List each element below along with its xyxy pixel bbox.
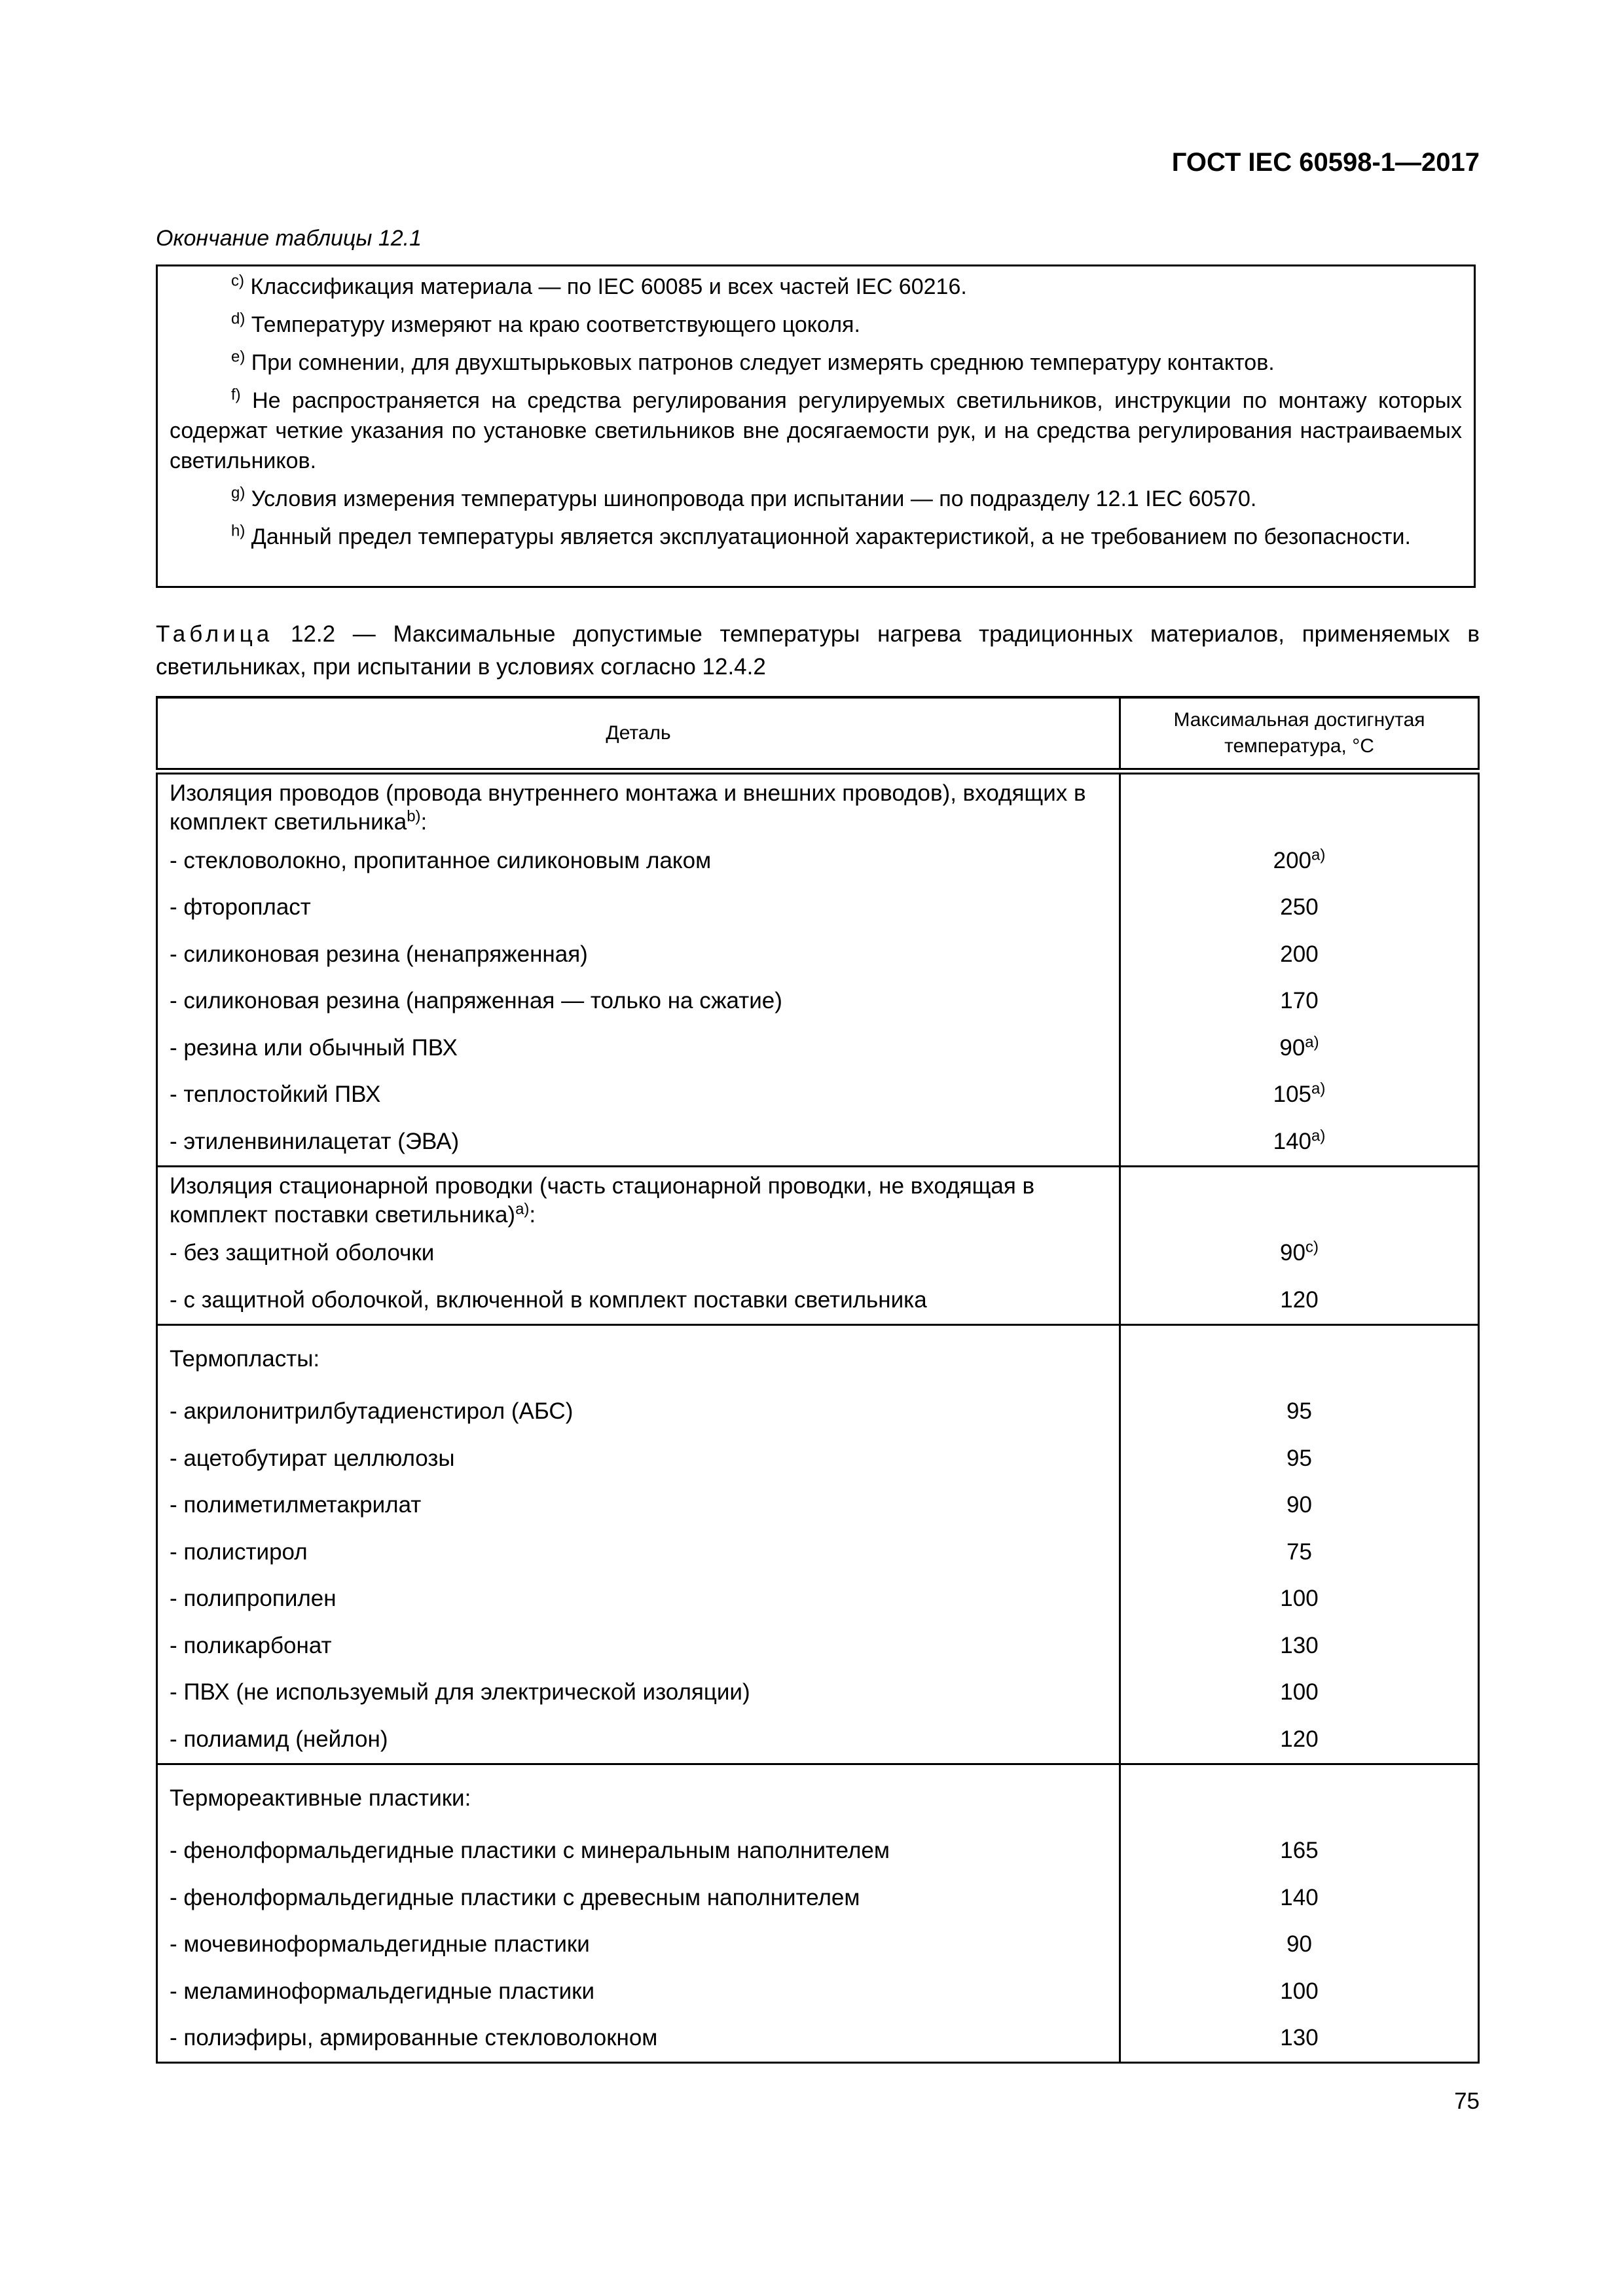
temperature-cell — [1120, 884, 1479, 932]
footnote — [170, 386, 1462, 476]
temperature-value: 90 — [1286, 1492, 1312, 1518]
table-row — [157, 1025, 1479, 1072]
temperature-cell — [1120, 1529, 1479, 1576]
group-title — [157, 1764, 1120, 1828]
temperature-cell — [1120, 1828, 1479, 1875]
temperature-cell — [1120, 1576, 1479, 1623]
table-row — [157, 1435, 1479, 1482]
table-row — [157, 1716, 1479, 1764]
material-cell: - полистирол — [157, 1529, 1120, 1576]
material-cell: - силиконовая резина (ненапряженная) — [157, 931, 1120, 978]
temperature-footnote-ref: a) — [1311, 846, 1326, 864]
material-cell: - стекловолокно, пропитанное силиконовым лаком — [157, 837, 1120, 884]
table-row — [157, 1968, 1479, 2015]
table-row — [157, 1072, 1479, 1119]
group-title — [157, 1166, 1120, 1230]
material-cell: - фенолформальдегидные пластики с древесным наполнителем — [157, 1874, 1120, 1922]
temperature-cell — [1120, 1435, 1479, 1482]
table-row — [157, 1922, 1479, 1969]
temperature-cell — [1120, 1482, 1479, 1529]
table-row — [157, 2015, 1479, 2063]
footnote — [170, 484, 1462, 514]
group-title-text: Термореактивные пластики: — [170, 1785, 471, 1811]
temperature-value: 130 — [1280, 2025, 1319, 2051]
temperature-cell — [1120, 1922, 1479, 1969]
group-title-colon: : — [420, 809, 428, 835]
temperature-value: 90 — [1280, 1240, 1305, 1266]
material-cell: - фторопласт — [157, 884, 1120, 932]
group-title-row — [157, 1324, 1479, 1389]
temperature-cell — [1120, 1716, 1479, 1764]
material-cell: - ПВХ (не используемый для электрической изоляции) — [157, 1669, 1120, 1717]
temperature-cell — [1120, 1622, 1479, 1669]
footnote-mark: f) — [231, 386, 241, 404]
material-cell: - поликарбонат — [157, 1622, 1120, 1669]
table-caption-text: 12.2 — Максимальные допустимые температуры нагрева традиционных материалов, применяемых в светильниках, при испытании в условиях согласно 12.4.2 — [156, 621, 1480, 680]
table-row — [157, 1389, 1479, 1436]
temperature-cell — [1120, 931, 1479, 978]
material-cell: - ацетобутират целлюлозы — [157, 1435, 1120, 1482]
temperature-footnote-ref: a) — [1305, 1033, 1319, 1051]
group-title-row — [157, 1764, 1479, 1828]
temperature-cell — [1120, 1968, 1479, 2015]
temperature-value: 105 — [1273, 1082, 1312, 1108]
table-row — [157, 1828, 1479, 1875]
footnote-text: Данный предел температуры является эксплуатационной характеристикой, а не требованием по безопасности. — [251, 524, 1411, 549]
material-cell: - акрилонитрилбутадиенстирол (АБС) — [157, 1389, 1120, 1436]
temperature-value: 120 — [1280, 1726, 1319, 1752]
material-cell: - с защитной оболочкой, включенной в комплект поставки светильника — [157, 1277, 1120, 1324]
empty-value-cell — [1120, 1324, 1479, 1389]
table-row — [157, 931, 1479, 978]
footnote-text: При сомнении, для двухштырьковых патронов следует измерять среднюю температуру контактов. — [251, 350, 1275, 375]
group-title-colon: : — [529, 1201, 536, 1228]
temperature-value: 90 — [1286, 1931, 1312, 1958]
continuation-label: Окончание таблицы 12.1 — [156, 226, 422, 251]
temperature-value: 90 — [1279, 1034, 1305, 1061]
temperature-footnote-ref: a) — [1311, 1127, 1326, 1145]
group-title-text: Термопласты: — [170, 1345, 320, 1372]
material-cell: - силиконовая резина (напряженная — только на сжатие) — [157, 978, 1120, 1025]
table-row — [157, 1529, 1479, 1576]
material-cell: - полиамид (нейлон) — [157, 1716, 1120, 1764]
temperature-cell — [1120, 837, 1479, 884]
temperature-value: 95 — [1286, 1445, 1312, 1471]
material-cell: - меламиноформальдегидные пластики — [157, 1968, 1120, 2015]
footnote-mark: h) — [231, 522, 246, 540]
temperature-cell — [1120, 978, 1479, 1025]
temperature-value: 200 — [1273, 847, 1312, 873]
table-row — [157, 1576, 1479, 1623]
temperature-cell — [1120, 1230, 1479, 1277]
group-title-text: Изоляция проводов (провода внутреннего монтажа и внешних проводов), входящих в комплект светильника — [170, 780, 1086, 835]
group-title-footnote-ref: b) — [407, 807, 421, 826]
footnotes-box — [156, 264, 1476, 588]
footnote — [170, 272, 1462, 302]
table-row — [157, 884, 1479, 932]
temperature-value: 100 — [1280, 1586, 1319, 1612]
temperature-value: 130 — [1280, 1632, 1319, 1658]
empty-value-cell — [1120, 1166, 1479, 1230]
footnote-mark: c) — [231, 272, 244, 290]
footnote — [170, 348, 1462, 378]
material-cell: - этиленвинилацетат (ЭВА) — [157, 1118, 1120, 1166]
temperature-value: 100 — [1280, 1679, 1319, 1705]
temperature-value: 120 — [1280, 1286, 1319, 1313]
temperature-value: 165 — [1280, 1838, 1319, 1864]
temperature-cell — [1120, 1389, 1479, 1436]
footnote-text: Температуру измеряют на краю соответствующего цоколя. — [251, 312, 860, 337]
temperature-value: 250 — [1280, 894, 1319, 920]
table-caption — [156, 618, 1480, 683]
material-cell: - мочевиноформальдегидные пластики — [157, 1922, 1120, 1969]
table-caption-prefix: Таблица — [156, 621, 274, 647]
table-row — [157, 1230, 1479, 1277]
material-cell: - полипропилен — [157, 1576, 1120, 1623]
temperature-value: 75 — [1286, 1539, 1312, 1565]
footnote-mark: g) — [231, 484, 246, 502]
footnote — [170, 310, 1462, 340]
page-number: 75 — [1454, 2088, 1480, 2114]
empty-value-cell — [1120, 1764, 1479, 1828]
empty-value-cell — [1120, 771, 1479, 837]
temperature-footnote-ref: c) — [1305, 1238, 1319, 1256]
group-title — [157, 771, 1120, 837]
temperature-value: 100 — [1280, 1978, 1319, 2004]
footnote-mark: e) — [231, 348, 246, 366]
temperature-value: 140 — [1273, 1128, 1312, 1154]
temperature-table — [156, 696, 1480, 2064]
material-cell: - резина или обычный ПВХ — [157, 1025, 1120, 1072]
table-row — [157, 1622, 1479, 1669]
column-header-part: Деталь — [157, 697, 1120, 771]
temperature-cell — [1120, 1025, 1479, 1072]
group-title-text: Изоляция стационарной проводки (часть стационарной проводки, не входящая в комплект поставки светильника) — [170, 1173, 1035, 1228]
temperature-cell — [1120, 1874, 1479, 1922]
temperature-cell — [1120, 2015, 1479, 2063]
material-cell: - полиэфиры, армированные стекловолокном — [157, 2015, 1120, 2063]
temperature-cell — [1120, 1118, 1479, 1166]
document-id-header: ГОСТ IEC 60598-1—2017 — [1171, 148, 1480, 177]
temperature-value: 200 — [1280, 941, 1319, 967]
material-cell: - теплостойкий ПВХ — [157, 1072, 1120, 1119]
table-row — [157, 1669, 1479, 1717]
group-title-row — [157, 771, 1479, 837]
temperature-cell — [1120, 1669, 1479, 1717]
footnote — [170, 522, 1462, 552]
temperature-value: 170 — [1280, 988, 1319, 1014]
table-row — [157, 1874, 1479, 1922]
temperature-cell — [1120, 1277, 1479, 1324]
footnote-text: Условия измерения температуры шинопровода при испытании — по подразделу 12.1 IEC 60570. — [251, 486, 1257, 511]
temperature-value: 140 — [1280, 1884, 1319, 1910]
table-row — [157, 978, 1479, 1025]
footnote-mark: d) — [231, 310, 246, 328]
table-row — [157, 837, 1479, 884]
material-cell: - полиметилметакрилат — [157, 1482, 1120, 1529]
group-title-row — [157, 1166, 1479, 1230]
table-row — [157, 1277, 1479, 1324]
table-row — [157, 1482, 1479, 1529]
temperature-cell — [1120, 1072, 1479, 1119]
group-title — [157, 1324, 1120, 1389]
temperature-value: 95 — [1286, 1398, 1312, 1425]
footnote-text: Не распространяется на средства регулирования регулируемых светильников, инструкции по монтажу которых содержат четкие указания по установке светильников вне досягаемости рук, и на средства регулирования настраиваемых светильников. — [170, 388, 1463, 473]
table-row — [157, 1118, 1479, 1166]
temperature-footnote-ref: a) — [1311, 1080, 1326, 1098]
group-title-footnote-ref: a) — [515, 1199, 530, 1218]
footnote-text: Классификация материала — по IEC 60085 и всех частей IEC 60216. — [250, 274, 967, 299]
column-header-max-temp: Максимальная достигнутая температура, °C — [1120, 697, 1479, 771]
material-cell: - фенолформальдегидные пластики с минеральным наполнителем — [157, 1828, 1120, 1875]
material-cell: - без защитной оболочки — [157, 1230, 1120, 1277]
